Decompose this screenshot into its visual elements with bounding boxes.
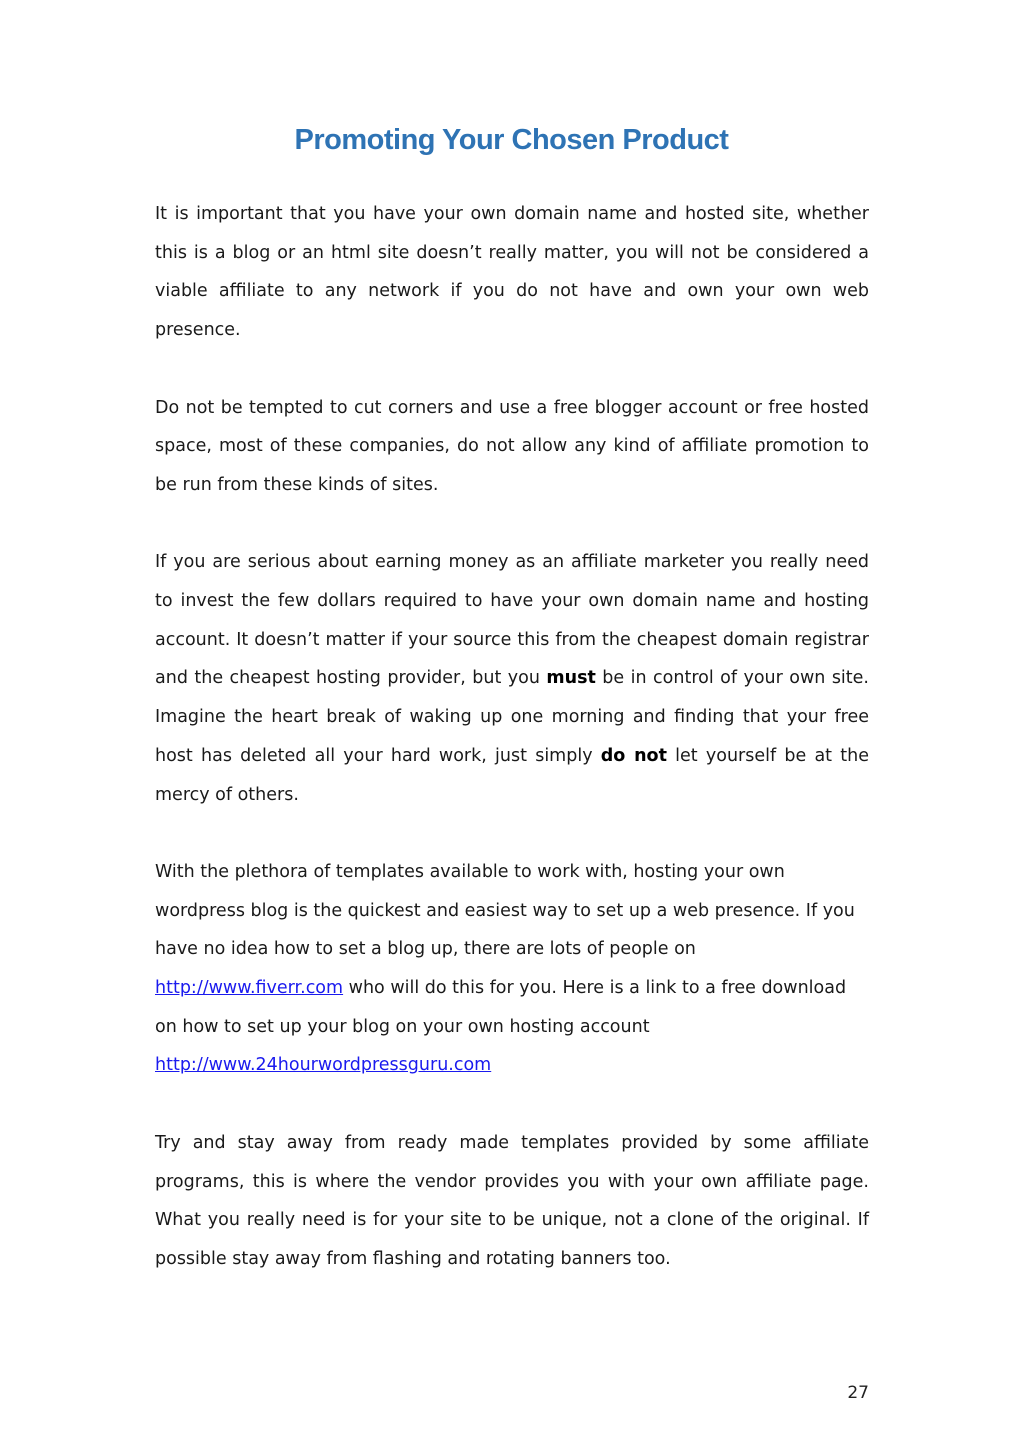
page-number: 27 [847,1383,869,1403]
paragraph-4 [155,853,869,1085]
paragraph-3 [155,543,869,814]
body-text [155,195,869,1317]
paragraph-2: Do not be tempted to cut corners and use a free blogger account or free hosted space, most of these companies, do not allow any kind of affiliate promotion to be run from these kinds of sites. [155,397,869,495]
emphasis-do-not: do not [600,745,667,766]
paragraph-3-text-a: If you are serious about earning money as an affiliate marketer you really need to invest the few dollars required to have your own domain name and hosting account. It doesn’t matter if your source this from the cheapest domain registrar and the cheapest hosting provider, but you [155,552,869,689]
paragraph-3-text-c: let yourself be at the mercy of others. [155,745,869,805]
emphasis-must: must [546,668,596,689]
paragraph-4-text-b: who will do this for you. Here is a link to a free download on how to set up your blog on your own hosting account [155,978,847,1037]
paragraph-4-text-a: With the plethora of templates available to work with, hosting your own wordpress blog is the quickest and easiest way to set up a web presence. If you have no idea how to set a blog up, there are lots of people on [155,861,855,960]
fiverr-link[interactable]: http://www.fiverr.com [155,978,344,999]
wordpress-guru-link[interactable]: http://www.24hourwordpressguru.com [155,1055,492,1076]
paragraph-5: Try and stay away from ready made templates provided by some affiliate programs, this is where the vendor provides you with your own affiliate page. What you really need is for your site to be unique, not a clone of the original. If possible stay away from flashing and rotating banners too. [155,1132,869,1269]
paragraph-1: It is important that you have your own domain name and hosted site, whether this is a blog or an html site doesn’t really matter, you will not be considered a viable affiliate to any network if you do not have and own your own web presence. [155,204,869,341]
page-title: Promoting Your Chosen Product [294,124,729,156]
paragraph-3-text-b: be in control of your own site. Imagine the heart break of waking up one morning and finding that your free host has deleted all your hard work, just simply [155,668,869,766]
